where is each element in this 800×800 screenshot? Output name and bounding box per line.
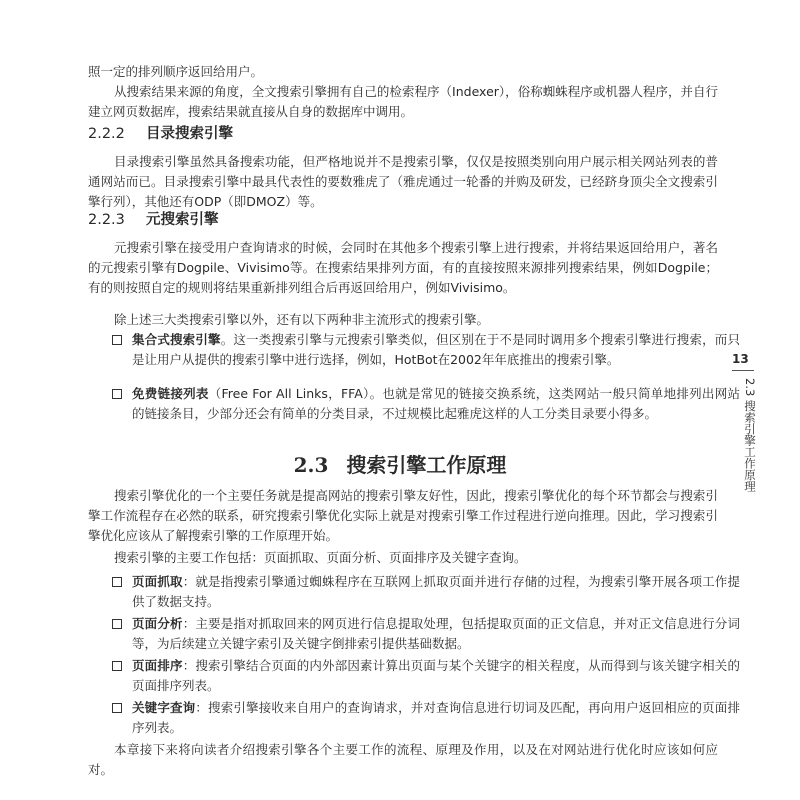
checkbox-square-icon	[112, 703, 122, 713]
page-number: 13	[732, 352, 749, 366]
list-item	[110, 572, 740, 612]
section-title: 搜索引擎工作原理	[346, 453, 507, 477]
checkbox-square-icon	[112, 661, 122, 671]
list-item-term: 页面分析	[132, 616, 183, 631]
list-item-term: 免费链接列表	[132, 386, 209, 401]
section-title: 元搜索引擎	[146, 212, 219, 228]
running-header-vertical: 2.3 搜索引擎工作原理	[743, 378, 757, 492]
checkbox-square-icon	[112, 577, 122, 587]
section-number: 2.2.3	[88, 212, 125, 228]
paragraph: 目录搜索引擎虽然具备搜索功能，但严格地说并不是搜索引擎，仅仅是按照类别向用户展示相关网站列表的普通网站而已。目录搜索引擎中最具代表性的要数雅虎了（雅虎通过一轮番的并购及研发，已经跻身顶尖全文搜索引擎行列），其他还有ODP（即DMOZ）等。	[88, 154, 718, 209]
list-item-text: （Free For All Links，FFA）。也就是常见的链接交换系统，这类网站一般只简单地排列出网站的链接条目，少部分还会有简单的分类目录，不过规模比起雅虎这样的人工分类目录要小得多。	[132, 386, 740, 421]
paragraph: 本章接下来将向读者介绍搜索引擎各个主要工作的流程、原理及作用，以及在对网站进行优化时应该如何应对。	[88, 742, 718, 777]
list-item	[110, 656, 740, 696]
paragraph: 搜索引擎优化的一个主要任务就是提高网站的搜索引擎友好性，因此，搜索引擎优化的每个环节都会与搜索引擎工作流程存在必然的联系，研究搜索引擎优化实际上就是对搜索引擎工作过程进行逆向推理。因此，学习搜索引擎优化应该从了解搜索引擎的工作原理开始。	[88, 488, 718, 543]
list-item-text: ：就是指搜索引擎通过蜘蛛程序在互联网上抓取页面并进行存储的过程，为搜索引擎开展各项工作提供了数据支持。	[132, 574, 740, 609]
list-item-term: 集合式搜索引擎	[132, 332, 221, 347]
list-item-term: 页面抓取	[132, 574, 183, 589]
divider	[732, 370, 754, 371]
list-item	[110, 698, 740, 738]
section-title: 目录搜索引擎	[146, 126, 233, 142]
checkbox-square-icon	[112, 619, 122, 629]
list-item	[110, 330, 740, 370]
section-heading-2-2-3	[88, 210, 219, 230]
list-item-text: ：搜索引擎结合页面的内外部因素计算出页面与某个关键字的相关程度，从而得到与该关键字相关的页面排序列表。	[132, 658, 740, 693]
paragraph: 除上述三大类搜索引擎以外，还有以下两种非主流形式的搜索引擎。	[114, 312, 490, 327]
list-item-text: 。这一类搜索引擎与元搜索引擎类似，但区别在于不是同时调用多个搜索引擎进行搜索，而只是让用户从提供的搜索引擎中进行选择，例如，HotBot在2002年年底推出的搜索引擎。	[132, 332, 740, 367]
section-heading-2-2-2	[88, 124, 233, 144]
section-heading-2-3	[0, 452, 800, 478]
paragraph: 元搜索引擎在接受用户查询请求的时候，会同时在其他多个搜索引擎上进行搜索，并将结果返回给用户，著名的元搜索引擎有Dogpile、Vivisimo等。在搜索结果排列方面，有的直接按照来源排列搜索结果，例如Dogpile；有的则按照自定的规则将结果重新排列组合后再返回给用户，例如Vivisimo。	[88, 240, 718, 295]
list-item-text: ：主要是指对抓取回来的网页进行信息提取处理，包括提取页面的正文信息，并对正文信息进行分词等，为后续建立关键字索引及关键字倒排索引提供基础数据。	[132, 616, 740, 651]
section-number: 2.2.2	[88, 126, 125, 142]
list-item-term: 关键字查询	[132, 700, 196, 715]
paragraph: 照一定的排列顺序返回给用户。	[88, 64, 264, 79]
list-item-text: ：搜索引擎接收来自用户的查询请求，并对查询信息进行切词及匹配，再向用户返回相应的页面排序列表。	[132, 700, 740, 735]
checkbox-square-icon	[112, 335, 122, 345]
paragraph: 搜索引擎的主要工作包括：页面抓取、页面分析、页面排序及关键字查询。	[114, 550, 527, 565]
list-item	[110, 384, 740, 424]
section-number: 2.3	[293, 453, 329, 477]
checkbox-square-icon	[112, 389, 122, 399]
list-item	[110, 614, 740, 654]
list-item-term: 页面排序	[132, 658, 183, 673]
paragraph: 从搜索结果来源的角度，全文搜索引擎拥有自己的检索程序（Indexer），俗称蜘蛛程序或机器人程序，并自行建立网页数据库，搜索结果就直接从自身的数据库中调用。	[88, 84, 718, 119]
